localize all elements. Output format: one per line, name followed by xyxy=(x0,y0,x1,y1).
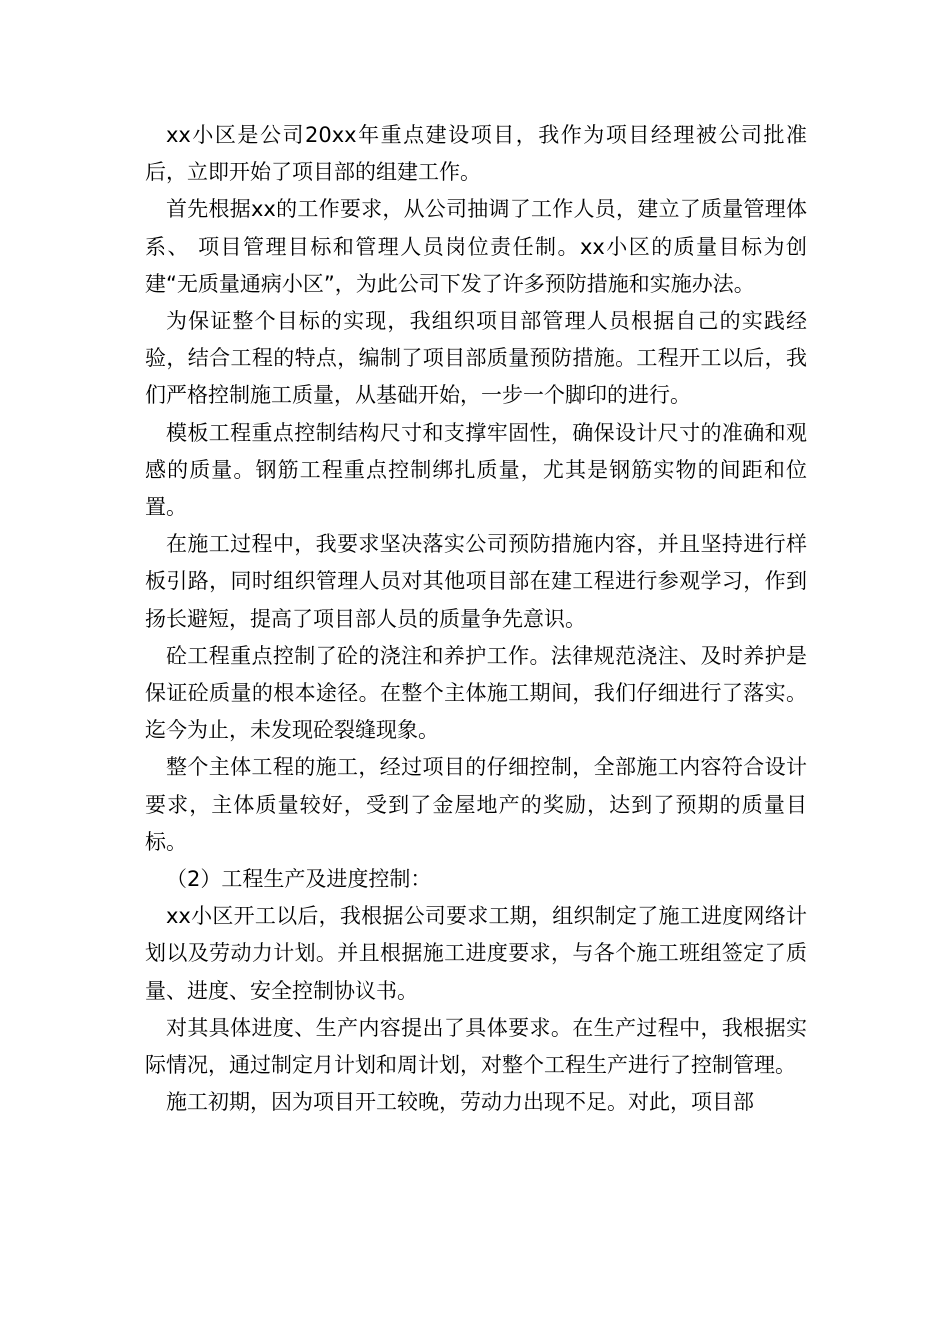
section-heading-progress-control: （2）工程生产及进度控制： xyxy=(166,867,432,892)
paragraph-project-start: xx小区是公司20xx年重点建设项目，我作为项目经理被公司批准后，立即开始了项目部的组建工作。 xyxy=(145,123,807,185)
paragraph-quality-measures: 为保证整个目标的实现，我组织项目部管理人员根据自己的实践经验，结合工程的特点，编制了项目部质量预防措施。工程开工以后，我们严格控制施工质量，从基础开始，一步一个脚印的进行。 xyxy=(145,309,807,408)
paragraph-formwork-rebar: 模板工程重点控制结构尺寸和支撑牢固性，确保设计尺寸的准确和观感的质量。钢筋工程重点控制绑扎质量，尤其是钢筋实物的间距和位置。 xyxy=(145,420,807,520)
paragraph-monthly-weekly-plan: 对其具体进度、生产内容提出了具体要求。在生产过程中，我根据实际情况，通过制定月计划和周计划，对整个工程生产进行了控制管理。 xyxy=(145,1015,807,1078)
paragraph-labor-shortage: 施工初期，因为项目开工较晚，劳动力出现不足。对此，项目部 xyxy=(166,1090,754,1115)
paragraph-construction-process: 在施工过程中，我要求坚决落实公司预防措施内容，并且坚持进行样板引路，同时组织管理人员对其他项目部在建工程进行参观学习，作到扬长避短，提高了项目部人员的质量争先意识。 xyxy=(145,532,807,631)
document-body xyxy=(145,117,807,1121)
paragraph-concrete: 砼工程重点控制了砼的浇注和养护工作。法律规范浇注、及时养护是保证砼质量的根本途径。在整个主体施工期间，我们仔细进行了落实。迄今为止，未发现砼裂缝现象。 xyxy=(145,643,807,743)
paragraph-schedule-plan: xx小区开工以后，我根据公司要求工期，组织制定了施工进度网络计划以及劳动力计划。并且根据施工进度要求，与各个施工班组签定了质量、进度、安全控制协议书。 xyxy=(145,904,807,1003)
paragraph-quality-system: 首先根据xx的工作要求，从公司抽调了工作人员，建立了质量管理体系、 项目管理目标和管理人员岗位责任制。xx小区的质量目标为创建“无质量通病小区”，为此公司下发了许多预防措施和实施办法。 xyxy=(145,197,807,296)
paragraph-main-structure: 整个主体工程的施工，经过项目的仔细控制，全部施工内容符合设计要求，主体质量较好，受到了金屋地产的奖励，达到了预期的质量目标。 xyxy=(145,755,807,854)
